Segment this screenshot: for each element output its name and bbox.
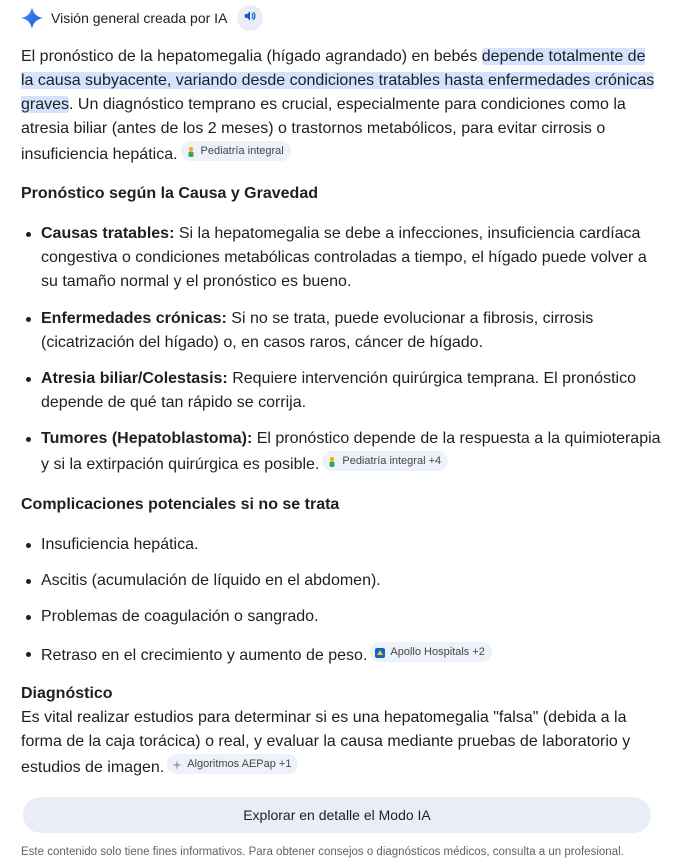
list-item-text: Ascitis (acumulación de líquido en el abdomen). [41,572,381,589]
source-favicon-icon [326,455,338,467]
section-heading-complicaciones: Complicaciones potenciales si no se trata [21,496,340,513]
source-chip[interactable] [322,451,448,471]
diagnostico-paragraph [21,706,661,780]
list-item-text: Requiere intervención quirúrgica temprana. El pronóstico depende de qué tan rápido se corrija. [41,370,636,411]
list-item [21,222,661,294]
section-heading-pronostico: Pronóstico según la Causa y Gravedad [21,185,318,202]
list-item-text: Insuficiencia hepática. [41,536,199,553]
list-item [21,307,661,355]
list-item-text: Retraso en el crecimiento y aumento de peso. [41,647,368,664]
list-item [21,642,661,668]
intro-paragraph [21,45,661,167]
listen-button[interactable] [237,5,263,31]
list-item-text: Si la hepatomegalia se debe a infecciones, insuficiencia cardíaca congestiva o condiciones metabólicas controladas a tiempo, el hígado puede volver a su tamaño normal y el pronóstico es bueno. [41,225,647,290]
diagnostico-text: Es vital realizar estudios para determinar si es una hepatomegalia "falsa" (debida a la forma de la caja torácica) o real, y evaluar la causa mediante pruebas de laboratorio y estudios de imagen. [21,709,631,776]
list-item-term: Atresia biliar/Colestasis: [41,370,228,387]
intro-text-after: . Un diagnóstico temprano es crucial, especialmente para condiciones como la atresia biliar (antes de los 2 meses) o trastornos metabólicos, para evitar cirrosis o insuficiencia hepática. [21,96,626,163]
disclaimer-text: Este contenido solo tiene fines informativos. Para obtener consejos o diagnósticos médicos, consulta a un profesional. [21,846,624,858]
source-chip-label: Pediatría integral +4 [342,455,442,467]
source-chip-label: Pediatría integral [200,145,284,157]
ai-overview-header [20,5,263,31]
source-chip[interactable] [370,642,491,662]
speaker-icon [243,9,257,28]
explore-ai-mode-button[interactable]: Explorar en detalle el Modo IA [23,797,651,833]
complicaciones-list [21,533,661,668]
list-item-text: Si no se trata, puede evolucionar a fibrosis, cirrosis (cicatrización del hígado) o, en casos raros, cáncer de hígado. [41,310,594,351]
list-item [21,605,661,629]
list-item-term: Causas tratables: [41,225,175,242]
intro-highlight[interactable]: depende totalmente de la causa subyacente, variando desde condiciones tratables hasta enfermedades crónicas graves [21,48,655,113]
ai-overview-title: Visión general creada por IA [51,10,228,26]
section-heading-diagnostico: Diagnóstico [21,685,113,702]
list-item-text: Problemas de coagulación o sangrado. [41,608,319,625]
sparkle-icon [20,6,44,30]
list-item-term: Tumores (Hepatoblastoma): [41,430,253,447]
pronostico-list [21,222,661,477]
source-favicon-icon [185,145,197,157]
source-chip-label: Apollo Hospitals +2 [390,646,485,658]
intro-text: El pronóstico de la hepatomegalia (hígado agrandado) en bebés [21,48,482,65]
source-chip[interactable] [181,141,291,161]
list-item [21,569,661,593]
source-chip-label: Algoritmos AEPap +1 [187,758,292,770]
list-item-term: Enfermedades crónicas: [41,310,227,327]
list-item-text: El pronóstico depende de la respuesta a la quimioterapia y si la extirpación quirúrgica es posible. [41,430,661,473]
source-favicon-icon [374,646,386,658]
list-item [21,427,661,477]
list-item [21,533,661,557]
source-favicon-icon [171,758,183,770]
source-chip[interactable] [167,754,298,774]
ai-overview-content [21,45,661,780]
list-item [21,367,661,415]
